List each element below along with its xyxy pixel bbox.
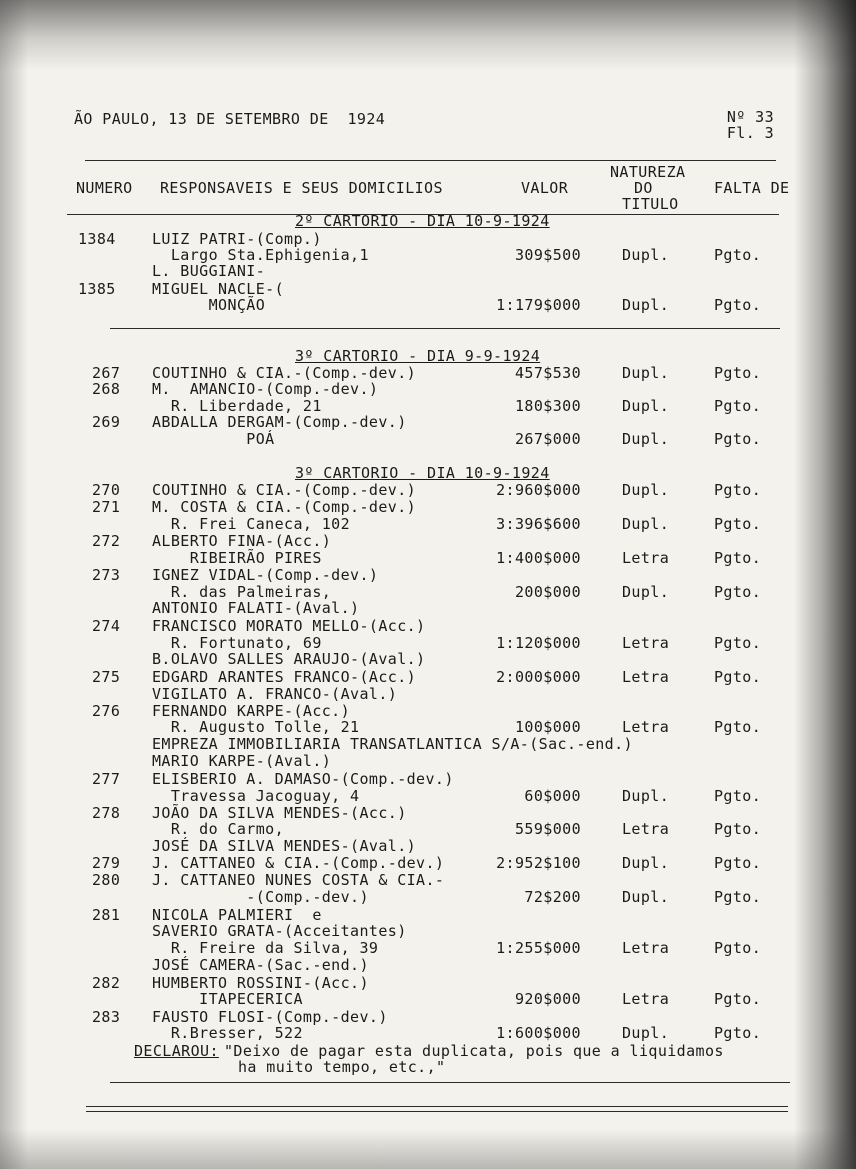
entry-number: 267 (92, 364, 121, 382)
entry-line: ELISBERIO A. DAMASO-(Comp.-dev.) (152, 770, 454, 788)
entry-line: JOÃO DA SILVA MENDES-(Acc.) (152, 804, 407, 822)
section-title: 3º CARTORIO - DIA 10-9-1924 (295, 464, 550, 482)
entry-line: R.Bresser, 522 (152, 1024, 303, 1042)
entry-line: JOSÉ DA SILVA MENDES-(Aval.) (152, 837, 417, 855)
entry-line: L. BUGGIANI- (152, 262, 266, 280)
entry-line: HUMBERTO ROSSINI-(Acc.) (152, 974, 369, 992)
entry-valor: 1:400$000 (496, 549, 581, 567)
entry-natureza: Letra (622, 549, 670, 567)
entry-line: ABDALLA DERGAM-(Comp.-dev.) (152, 413, 407, 431)
declaration-rule (110, 1082, 790, 1083)
entry-falta: Pgto. (714, 246, 762, 264)
entry-falta: Pgto. (714, 668, 762, 686)
section-title: 2º CARTORIO - DIA 10-9-1924 (295, 212, 550, 230)
col-numero: NUMERO (76, 179, 133, 197)
entry-number: 1384 (78, 230, 116, 248)
entry-line: EDGARD ARANTES FRANCO-(Acc.) (152, 668, 417, 686)
entry-falta: Pgto. (714, 634, 762, 652)
entry-number: 279 (92, 854, 121, 872)
entry-valor: 180$300 (514, 397, 581, 415)
section-rule (110, 328, 780, 329)
entry-line: FERNANDO KARPE-(Acc.) (152, 702, 351, 720)
entry-natureza: Dupl. (622, 246, 670, 264)
entry-line: R. Liberdade, 21 (152, 397, 322, 415)
col-natureza-2: DO (634, 179, 653, 197)
entry-line: MIGUEL NACLE-( (152, 280, 285, 298)
entry-line: FAUSTO FLOSI-(Comp.-dev.) (152, 1008, 388, 1026)
entry-natureza: Letra (622, 718, 670, 736)
scan-edge-top (0, 0, 856, 70)
entry-line: COUTINHO & CIA.-(Comp.-dev.) (152, 481, 417, 499)
entry-falta: Pgto. (714, 397, 762, 415)
entry-line: Largo Sta.Ephigenia,1 (152, 246, 369, 264)
entry-line: SAVERIO GRATA-(Acceitantes) (152, 922, 407, 940)
header-rule-top (85, 160, 776, 161)
entry-falta: Pgto. (714, 430, 762, 448)
entry-number: 280 (92, 871, 121, 889)
entry-natureza: Dupl. (622, 583, 670, 601)
entry-valor: 2:960$000 (496, 481, 581, 499)
entry-valor: 2:952$100 (496, 854, 581, 872)
entry-natureza: Letra (622, 668, 670, 686)
entry-natureza: Letra (622, 820, 670, 838)
entry-number: 277 (92, 770, 121, 788)
entry-line: R. Fortunato, 69 (152, 634, 322, 652)
place-date: ÃO PAULO, 13 DE SETEMBRO DE 1924 (74, 110, 386, 128)
entry-line: VIGILATO A. FRANCO-(Aval.) (152, 685, 398, 703)
section-title: 3º CARTORIO - DIA 9-9-1924 (295, 347, 541, 365)
entry-natureza: Dupl. (622, 430, 670, 448)
entry-valor: 3:396$600 (496, 515, 581, 533)
entry-line: R. Freire da Silva, 39 (152, 939, 379, 957)
entry-number: 274 (92, 617, 121, 635)
declaration-text: "Deixo de pagar esta duplicata, pois que a liquidamos (224, 1042, 724, 1060)
entry-number: 275 (92, 668, 121, 686)
entry-valor: 1:179$000 (496, 296, 581, 314)
entry-valor: 2:000$000 (496, 668, 581, 686)
entry-valor: 309$500 (514, 246, 581, 264)
entry-natureza: Dupl. (622, 364, 670, 382)
entry-valor: 100$000 (514, 718, 581, 736)
entry-line: EMPREZA IMMOBILIARIA TRANSATLANTICA S/A-(Sac.-end.) (152, 735, 633, 753)
entry-natureza: Dupl. (622, 787, 670, 805)
entry-line: IGNEZ VIDAL-(Comp.-dev.) (152, 566, 379, 584)
entry-line: ITAPECERICA (152, 990, 303, 1008)
scan-edge-bottom (0, 1129, 856, 1169)
entry-falta: Pgto. (714, 888, 762, 906)
entry-number: 282 (92, 974, 121, 992)
scan-edge-right (794, 0, 856, 1169)
entry-falta: Pgto. (714, 939, 762, 957)
col-natureza-1: NATUREZA (610, 163, 686, 181)
entry-falta: Pgto. (714, 364, 762, 382)
entry-line: J. CATTANEO NUNES COSTA & CIA.- (152, 871, 445, 889)
entry-natureza: Dupl. (622, 481, 670, 499)
entry-valor: 1:120$000 (496, 634, 581, 652)
entry-line: POÁ (152, 430, 275, 448)
entry-number: 278 (92, 804, 121, 822)
entry-line: R. das Palmeiras, (152, 583, 332, 601)
footer-rule-2 (86, 1111, 788, 1112)
entry-natureza: Letra (622, 939, 670, 957)
entry-falta: Pgto. (714, 990, 762, 1008)
entry-valor: 1:600$000 (496, 1024, 581, 1042)
entry-number: 272 (92, 532, 121, 550)
entry-line: MONÇÃO (152, 296, 266, 314)
col-falta: FALTA DE (714, 179, 790, 197)
entry-number: 281 (92, 906, 121, 924)
entry-valor: 559$000 (514, 820, 581, 838)
entry-line: LUIZ PATRI-(Comp.) (152, 230, 322, 248)
entry-line: B.OLAVO SALLES ARAUJO-(Aval.) (152, 650, 426, 668)
declaration-text: ha muito tempo, etc.," (238, 1058, 446, 1076)
entry-falta: Pgto. (714, 1024, 762, 1042)
entry-falta: Pgto. (714, 549, 762, 567)
entry-line: R. Augusto Tolle, 21 (152, 718, 360, 736)
entry-line: M. AMANCIO-(Comp.-dev.) (152, 380, 379, 398)
entry-natureza: Dupl. (622, 854, 670, 872)
entry-number: 1385 (78, 280, 116, 298)
declaration-label: DECLAROU: (134, 1042, 219, 1060)
entry-falta: Pgto. (714, 787, 762, 805)
entry-valor: 200$000 (514, 583, 581, 601)
entry-falta: Pgto. (714, 583, 762, 601)
entry-number: 283 (92, 1008, 121, 1026)
col-natureza-3: TITULO (622, 195, 679, 213)
entry-natureza: Dupl. (622, 515, 670, 533)
footer-rule-1 (86, 1106, 788, 1107)
entry-line: J. CATTANEO & CIA.-(Comp.-dev.) (152, 854, 445, 872)
col-valor: VALOR (521, 179, 569, 197)
entry-line: ANTONIO FALATI-(Aval.) (152, 599, 360, 617)
col-responsaveis: RESPONSAVEIS E SEUS DOMICILIOS (160, 179, 443, 197)
entry-valor: 920$000 (514, 990, 581, 1008)
entry-natureza: Letra (622, 634, 670, 652)
entry-natureza: Letra (622, 990, 670, 1008)
entry-natureza: Dupl. (622, 397, 670, 415)
entry-number: 268 (92, 380, 121, 398)
entry-falta: Pgto. (714, 854, 762, 872)
entry-line: FRANCISCO MORATO MELLO-(Acc.) (152, 617, 426, 635)
entry-line: RIBEIRÃO PIRES (152, 549, 322, 567)
entry-falta: Pgto. (714, 718, 762, 736)
entry-line: -(Comp.-dev.) (152, 888, 369, 906)
entry-line: R. Frei Caneca, 102 (152, 515, 351, 533)
entry-valor: 72$200 (524, 888, 581, 906)
entry-number: 273 (92, 566, 121, 584)
entry-natureza: Dupl. (622, 888, 670, 906)
entry-line: COUTINHO & CIA.-(Comp.-dev.) (152, 364, 417, 382)
scan-edge-left (0, 0, 28, 1169)
entry-number: 276 (92, 702, 121, 720)
entry-falta: Pgto. (714, 296, 762, 314)
entry-line: M. COSTA & CIA.-(Comp.-dev.) (152, 498, 417, 516)
entry-falta: Pgto. (714, 481, 762, 499)
entry-line: R. do Carmo, (152, 820, 285, 838)
entry-valor: 1:255$000 (496, 939, 581, 957)
entry-line: JOSÉ CAMERA-(Sac.-end.) (152, 956, 369, 974)
entry-number: 270 (92, 481, 121, 499)
entry-natureza: Dupl. (622, 1024, 670, 1042)
entry-valor: 267$000 (514, 430, 581, 448)
entry-falta: Pgto. (714, 515, 762, 533)
document-number: Nº 33 (726, 108, 774, 126)
entry-line: ALBERTO FINA-(Acc.) (152, 532, 332, 550)
entry-valor: 60$000 (524, 787, 581, 805)
entry-line: Travessa Jacoguay, 4 (152, 787, 360, 805)
entry-line: MARIO KARPE-(Aval.) (152, 752, 332, 770)
entry-number: 269 (92, 413, 121, 431)
entry-line: NICOLA PALMIERI e (152, 906, 322, 924)
sheet-number: Fl. 3 (726, 124, 774, 142)
entry-natureza: Dupl. (622, 296, 670, 314)
entry-valor: 457$530 (514, 364, 581, 382)
entry-falta: Pgto. (714, 820, 762, 838)
entry-number: 271 (92, 498, 121, 516)
